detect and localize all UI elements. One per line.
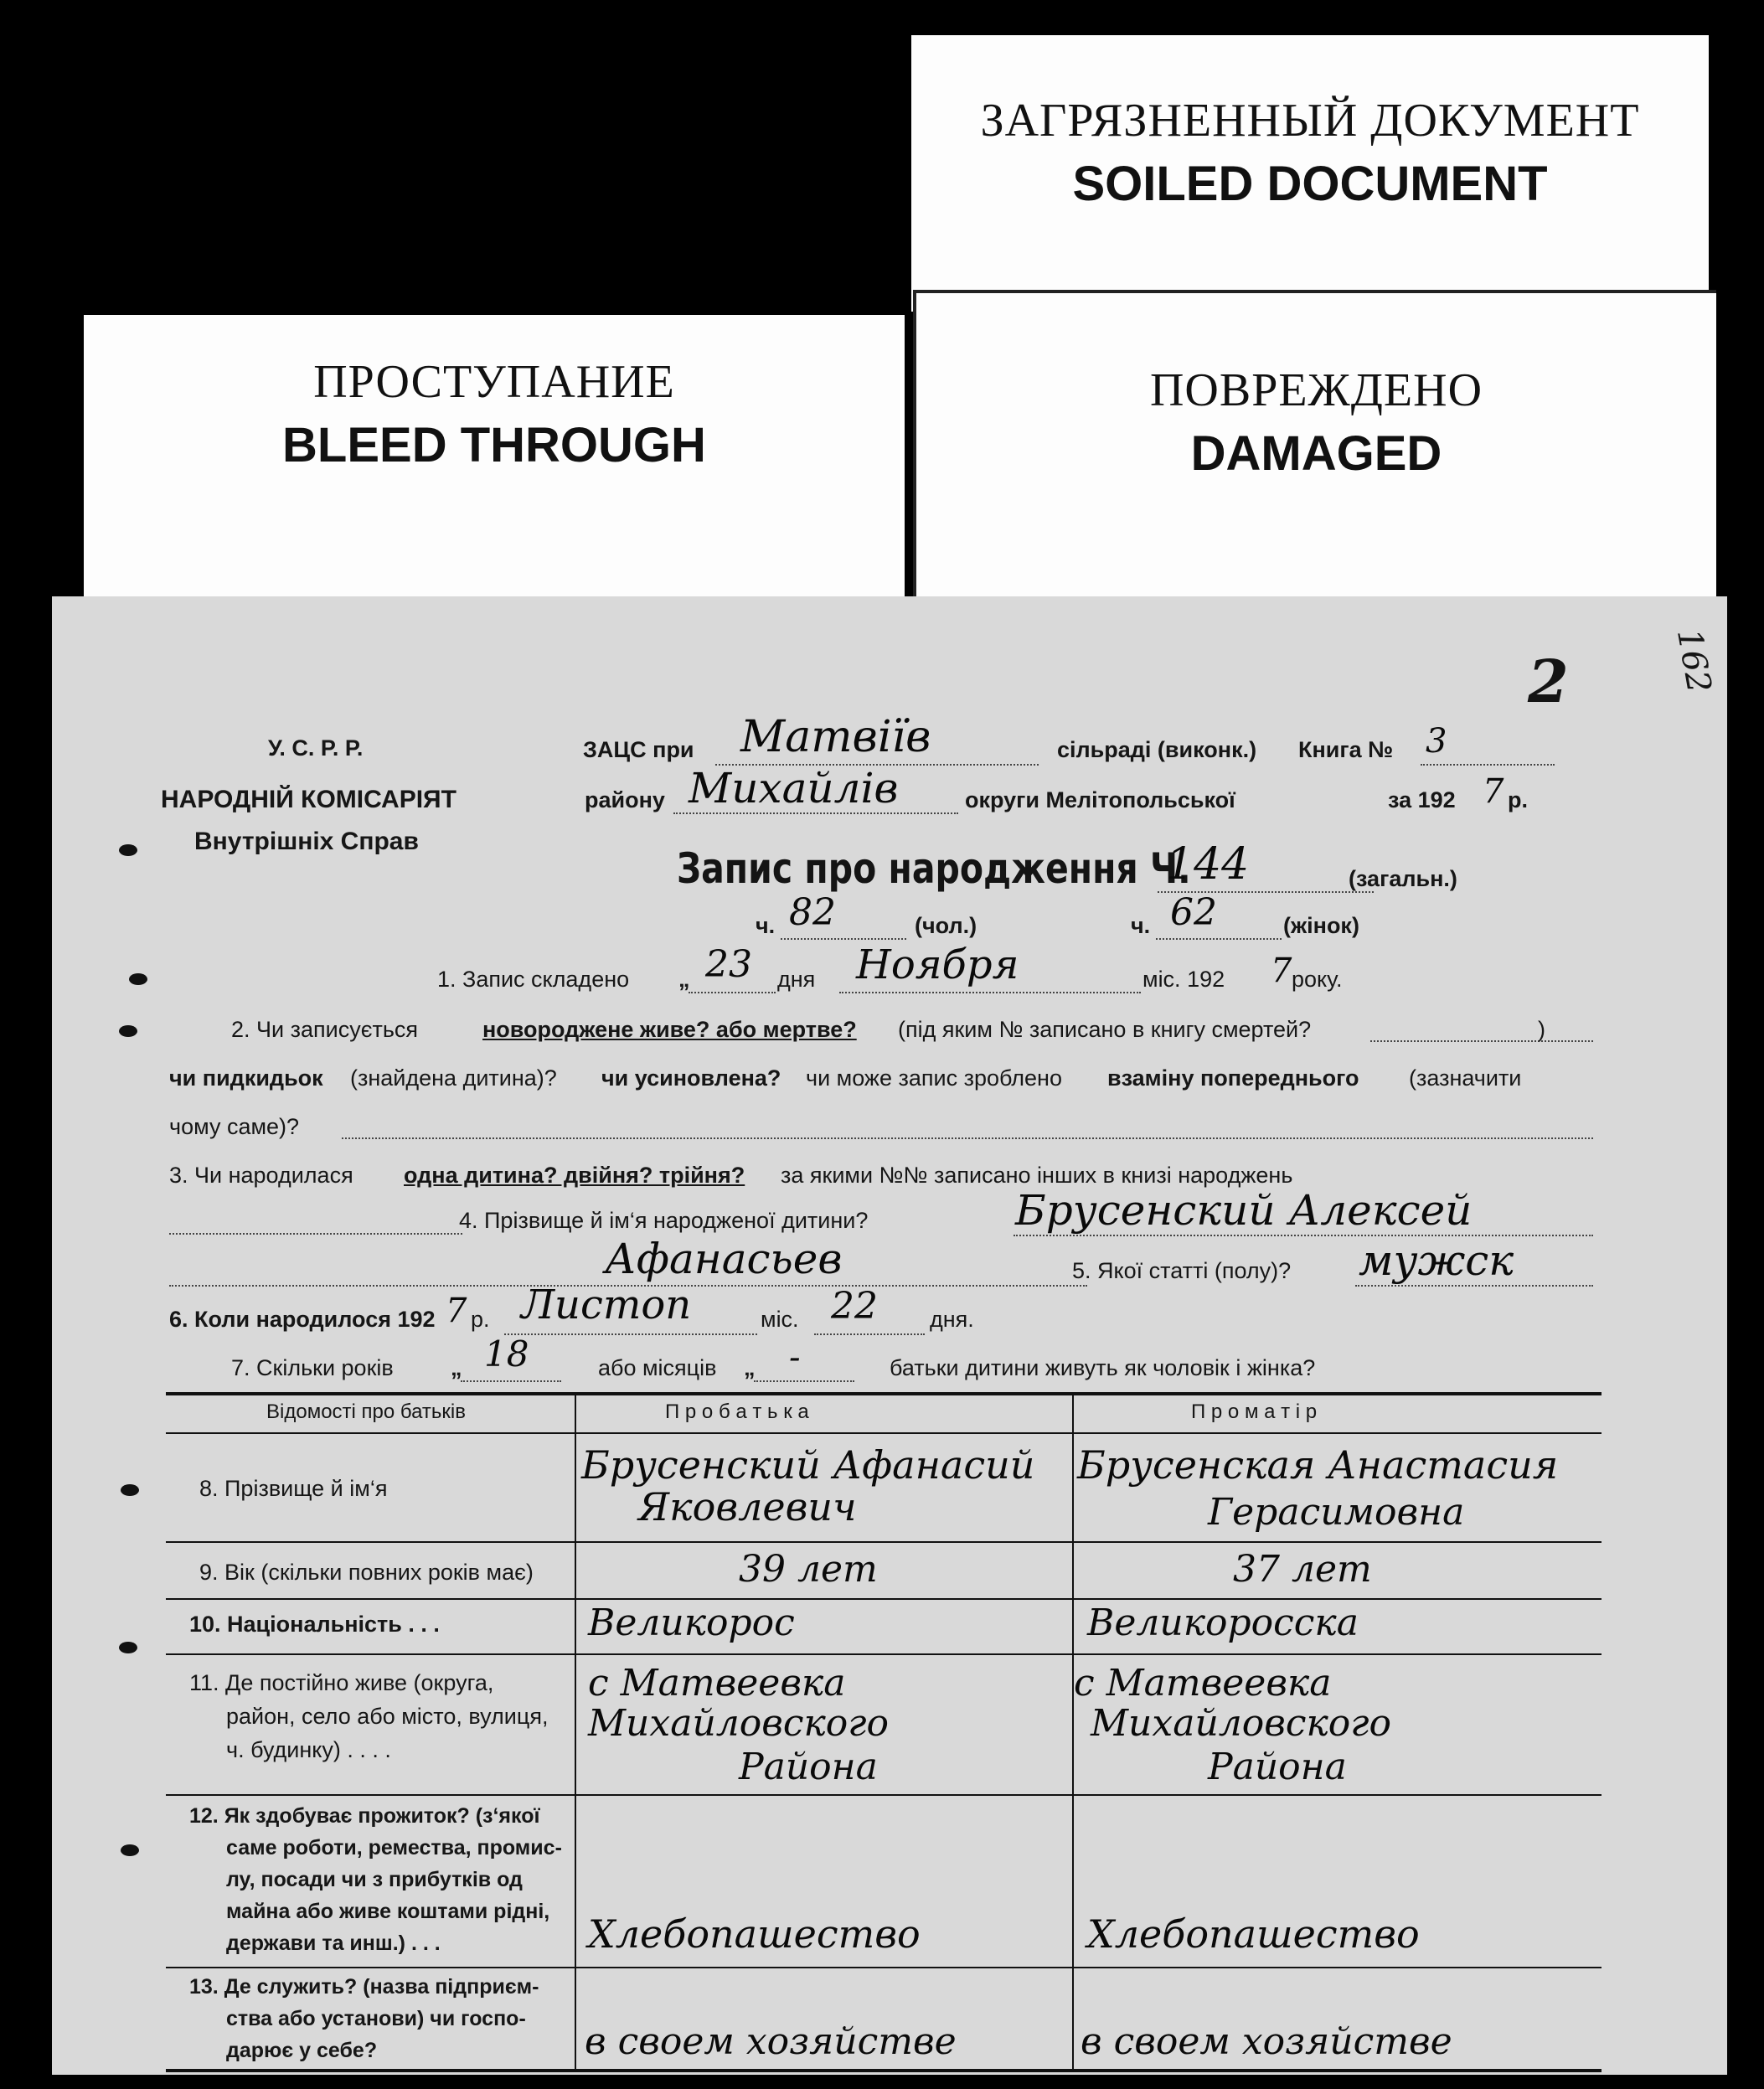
- year-suffix: р.: [1508, 787, 1528, 812]
- damaged-card: [913, 290, 1716, 603]
- q1-label: 1. Запис складено: [437, 967, 630, 992]
- q4-label: 4. Прізвище й ім‘я народженої дитини?: [459, 1208, 869, 1233]
- q6-year-digit: 7: [446, 1292, 467, 1330]
- q7-label: 7. Скільки років: [231, 1355, 394, 1380]
- card-ru-text: ПОВРЕЖДЕНО: [1149, 364, 1483, 416]
- card-en-text: SOILED DOCUMENT: [1072, 157, 1548, 211]
- q2-replacement: взаміну попереднього: [1107, 1065, 1359, 1091]
- row11-label-line: ч. будинку) . . . .: [226, 1737, 391, 1762]
- q6-month-value: Листоп: [521, 1282, 692, 1328]
- table-row-border: [166, 1967, 1602, 1968]
- table-row-border: [166, 1598, 1602, 1600]
- row13-label-line: 13. Де служить? (назва підприєм-: [189, 1975, 539, 1999]
- q1-year-label: міс. 192: [1142, 967, 1225, 992]
- row11-mother-line: Района: [1208, 1746, 1347, 1788]
- q6-day-line: [814, 1333, 925, 1335]
- male-ch-label: ч.: [756, 913, 776, 938]
- q2-live-or-dead: новороджене живе? або мертве?: [482, 1017, 857, 1042]
- female-ch-label: ч.: [1131, 913, 1151, 938]
- q2-why-line: [342, 1137, 1593, 1139]
- year-digit: 7: [1483, 772, 1504, 811]
- q7-years-line: [461, 1380, 561, 1382]
- okrug-text: округи Мелітопольської: [965, 787, 1235, 812]
- row12-mother-value: Хлебопашество: [1087, 1911, 1420, 1957]
- male-label: (чол.): [915, 913, 977, 938]
- q7-months-line: [754, 1380, 854, 1382]
- row13-label-line: дарює у себе?: [226, 2039, 378, 2062]
- row10-father-value: Великорос: [588, 1602, 795, 1644]
- q1-day-value: 23: [705, 943, 752, 986]
- male-count-line: [781, 938, 906, 940]
- q1-day-line: [689, 992, 776, 993]
- row11-label-line: 11. Де постійно живе (округа,: [189, 1670, 494, 1695]
- table-header-parents: Відомості про батьків: [266, 1400, 466, 1423]
- row9-label: 9. Вік (скільки повних років має): [199, 1560, 534, 1585]
- row9-father-value: 39 лет: [739, 1548, 878, 1591]
- q2-record-made: чи може запис зроблено: [806, 1065, 1062, 1091]
- zags-village-value: Матвіїв: [740, 712, 931, 762]
- year-label: за 192: [1388, 787, 1456, 812]
- record-number-value: 144: [1166, 839, 1250, 890]
- punch-hole: [121, 1484, 139, 1496]
- q4-name-value: Брусенский Алексей: [1015, 1186, 1473, 1235]
- q5-sex-value: мужск: [1359, 1236, 1514, 1285]
- table-row-border: [166, 1541, 1602, 1543]
- row8-father-line2: Яковлевич: [638, 1484, 857, 1529]
- row11-mother-line: с Матвеевка: [1074, 1662, 1332, 1705]
- q2-foundling: чи пидкидьок: [169, 1065, 323, 1091]
- table-row-border: [166, 1653, 1602, 1655]
- q2-adopted: чи усиновлена?: [601, 1065, 781, 1091]
- row8-label: 8. Прізвище й ім‘я: [199, 1476, 388, 1501]
- punch-hole: [119, 1642, 137, 1653]
- q6-month-line: [504, 1333, 757, 1335]
- row13-mother-value: в своем хозяйстве: [1081, 2020, 1452, 2063]
- row11-mother-line: Михайловского: [1091, 1702, 1392, 1745]
- header-ussr: У. С. Р. Р.: [268, 735, 364, 761]
- q5-label: 5. Якої статті (полу)?: [1072, 1258, 1292, 1283]
- q1-day-word: дня: [777, 967, 816, 992]
- q2-death-book: (під яким № записано в книгу смертей?: [898, 1017, 1312, 1042]
- q7-months-label: або місяців: [598, 1355, 717, 1380]
- q1-month-value: Ноября: [856, 941, 1019, 988]
- row11-label-line: район, село або місто, вулиця,: [226, 1704, 549, 1729]
- q6-r: р.: [471, 1307, 490, 1332]
- punch-hole: [121, 1844, 139, 1856]
- q2-specify: (зазначити: [1409, 1065, 1522, 1091]
- card-ru-text: ЗАГРЯЗНЕННЫЙ ДОКУМЕНТ: [980, 95, 1640, 147]
- row12-label-line: 12. Як здобуває прожиток? (з‘якої: [189, 1804, 540, 1828]
- record-total-label: (загальн.): [1349, 866, 1457, 891]
- row11-father-line: Михайловского: [588, 1702, 890, 1745]
- row8-father-line1: Брусенский Афанасий: [581, 1442, 1035, 1488]
- zags-prefix: ЗАЦС при: [583, 737, 694, 762]
- q1-month-line: [839, 992, 1141, 993]
- q6-dnya: дня.: [930, 1307, 974, 1332]
- q6-mis: міс.: [761, 1307, 799, 1332]
- q2-death-book-line: [1370, 1040, 1593, 1042]
- archive-stamp-number: 162: [1669, 626, 1719, 696]
- card-en-text: BLEED THROUGH: [282, 418, 706, 472]
- q7-cohabitation: батьки дитини живуть як чоловік і жінка?: [890, 1355, 1316, 1380]
- page-number: 2: [1528, 647, 1569, 716]
- q3-records-line: [169, 1233, 462, 1235]
- row12-label-line: лу, посади чи з прибутків од: [226, 1868, 523, 1891]
- row11-father-line: Района: [739, 1746, 878, 1788]
- q2-close: ): [1538, 1017, 1545, 1042]
- bleed-through-card: [84, 315, 905, 600]
- male-count-value: 82: [789, 891, 836, 934]
- q7-months-value: -: [789, 1339, 801, 1377]
- birth-record-form: 2 162 У. С. Р. Р. НАРОДНІЙ КОМІСАРІЯТ Внутрішніх Справ ЗАЦС при Матвіїв сільраді (виконк.) Книга № 3 району Михайлів округи Мелітопольської за 192 7 р. Запис про народження Ч. 144 (загальн.) ч. 82 (чол.) ч. 62 (жінок) 1. Запис складено „ 23 дня Ноября міс. 192 7 року. 2. Чи записується новороджене живе? або мертве? (під яким № записано в книгу смертей? ) чи пидкидьок (знайдена дитина)? чи усиновлена? чи може запис зроблено взаміну попереднього (зазначити чому саме)? 3. Чи народилася одна дитина? двійня? трійня? за якими №№ записано інших в книзі народжень 4. Прізвище й ім‘я народженої дитини? Брусенский Алексей Афанасьев 5. Якої статті (полу)? мужск 6. Коли народилося 192 7 р. Листоп міс. 22 дня. 7. Скільки років „ 18 або місяців „ - батьки дитини живуть як чоловік і жінка? Відомості про батьків П р о б а т ь к а П р о м а т і р 8. Прізвище й ім‘я Брусенский Афанасий Яковлевич Брусенская Анастасия Герасимовна 9. Вік (скільки повних років має) 39 лет 37 лет 10. Національність . . . Великорос Великоросска 11. Де постійно живе (округа, район, село або місто, вулиця, ч. будинку) . . . . с Матвеевка Михайловского Района с Матвеевка Михайловского Района 12. Як здобуває прожиток? (з‘якої саме роботи, ремества, промис- лу, посади чи з прибутків од майна або живе коштами рідні, держави та инш.) . . . Хлебопашество Хлебопашество 13. Де служить? (назва підприєм- ства або установи) чи госпо- дарює у себе? в своем хозяйстве в своем хозяйстве: [52, 596, 1727, 2075]
- punch-hole: [119, 844, 137, 856]
- row12-label-line: майна або живе коштами рідні,: [226, 1900, 550, 1923]
- book-label: Книга №: [1298, 737, 1394, 762]
- row13-father-value: в своем хозяйстве: [585, 2020, 957, 2063]
- district-label: району: [585, 787, 665, 812]
- q2-label: 2. Чи записується: [231, 1017, 419, 1042]
- card-en-text: DAMAGED: [1190, 426, 1442, 481]
- header-commissariat: НАРОДНІЙ КОМІСАРІЯТ: [161, 786, 456, 813]
- punch-hole: [129, 973, 147, 985]
- q5-sex-line: [1355, 1285, 1593, 1287]
- row10-label: 10. Національність . . .: [189, 1612, 440, 1637]
- row10-mother-value: Великоросска: [1087, 1602, 1359, 1644]
- record-title: Запис про народження Ч.: [677, 844, 1191, 893]
- district-value: Михайлів: [689, 764, 899, 812]
- district-line: [673, 812, 958, 814]
- table-divider-1: [575, 1394, 576, 2071]
- soiled-document-card: [911, 35, 1709, 312]
- table-header-father: П р о б а т ь к а: [665, 1400, 809, 1423]
- table-top-border: [166, 1392, 1602, 1395]
- table-header-border: [166, 1432, 1602, 1434]
- card-ru-text: ПРОСТУПАНИЕ: [313, 356, 675, 408]
- table-row-border: [166, 1794, 1602, 1796]
- q6-day-value: 22: [831, 1285, 878, 1328]
- zags-suffix: сільраді (виконк.): [1057, 737, 1257, 762]
- q3-other-records: за якими №№ записано інших в книзі народжень: [781, 1163, 1293, 1188]
- q4-patronymic-value: Афанасьев: [605, 1235, 843, 1283]
- q6-label: 6. Коли народилося 192: [169, 1307, 436, 1332]
- female-label: (жінок): [1283, 913, 1359, 938]
- row11-father-line: с Матвеевка: [588, 1662, 846, 1705]
- book-number-line: [1421, 764, 1555, 766]
- row9-mother-value: 37 лет: [1233, 1548, 1372, 1591]
- row12-father-value: Хлебопашество: [588, 1911, 921, 1957]
- q1-suffix: року.: [1292, 967, 1343, 992]
- table-divider-2: [1072, 1394, 1074, 2071]
- row13-label-line: ства або установи) чи госпо-: [226, 2007, 526, 2030]
- row8-mother-line1: Брусенская Анастасия: [1077, 1442, 1559, 1488]
- header-internal-affairs: Внутрішніх Справ: [194, 828, 419, 855]
- row12-label-line: держави та инш.) . . .: [226, 1932, 441, 1955]
- table-header-mother: П р о м а т і р: [1191, 1400, 1318, 1423]
- q3-multiplicity: одна дитина? двійня? трійня?: [404, 1163, 745, 1188]
- q7-years-value: 18: [484, 1333, 529, 1375]
- q2-why: чому саме)?: [169, 1114, 300, 1139]
- punch-hole: [119, 1025, 137, 1037]
- q1-year-digit: 7: [1271, 952, 1292, 990]
- female-count-value: 62: [1170, 891, 1217, 934]
- row8-mother-line2: Герасимовна: [1208, 1491, 1465, 1534]
- row12-label-line: саме роботи, ремества, промис-: [226, 1836, 562, 1859]
- book-number-value: 3: [1426, 722, 1447, 761]
- q2-foundling-note: (знайдена дитина)?: [350, 1065, 557, 1091]
- q3-label: 3. Чи народилася: [169, 1163, 353, 1188]
- female-count-line: [1156, 938, 1282, 940]
- table-bottom-border: [166, 2069, 1602, 2072]
